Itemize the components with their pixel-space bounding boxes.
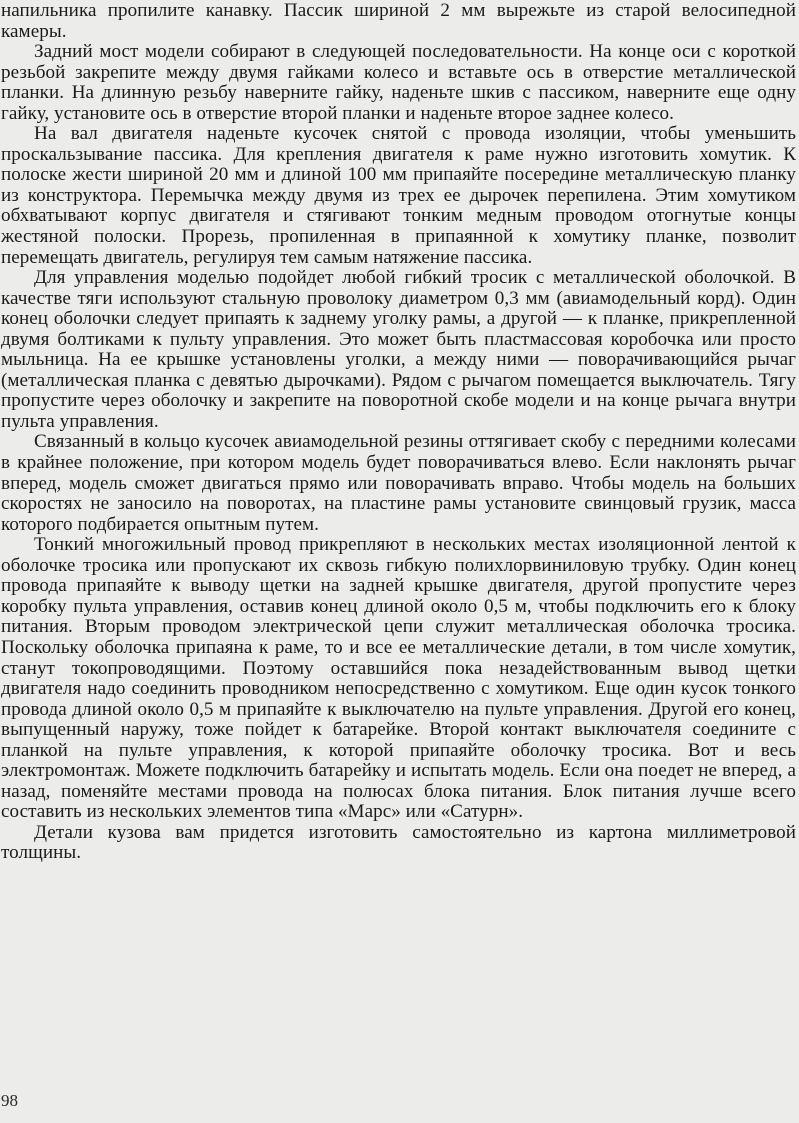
page-number: 98 [1,1091,18,1110]
paragraph: Тонкий многожильный провод прикрепляют в нескольких местах изоляционной лентой к оболочке тросика или пропускают их сквозь гибкую полихлорвиниловую трубку. Один конец провода припаяйте к выводу щетки на задней крышке двигателя, другой пропустите через коробку пульта управления, оставив конец длиной около 0,5 м, чтобы подключить его к блоку питания. Вторым проводом электрической цепи служит металлическая оболочка тросика. Поскольку оболочка припаяна к раме, то и все ее металлические детали, в том числе хомутик, станут токопроводящими. Поэтому оставшийся пока незадействованным вывод щетки двигателя надо соединить проводником непосредственно с хомутиком. Еще один кусок тонкого провода длиной около 0,5 м припаяйте к выключателю на пульте управления. Другой его конец, выпущенный наружу, тоже пойдет к батарейке. Второй контакт выключателя соедините с планкой на пульте управления, к которой припаяйте оболочку тросика. Вот и весь электромонтаж. Можете подключить батарейку и испытать модель. Если она поедет не вперед, а назад, поменяйте местами провода на полюсах блока питания. Блок питания лучше всего составить из нескольких элементов типа «Марс» или «Сатурн». [1,534,796,823]
paragraph: Задний мост модели собирают в следующей последовательности. На конце оси с короткой резьбой закрепите между двумя гайками колесо и вставьте ось в отверстие металлической планки. На длинную резьбу наверните гайку, наденьте шкив с пассиком, наверните еще одну гайку, установите ось в отверстие второй планки и наденьте второе заднее колесо. [1,41,796,124]
paragraph: Детали кузова вам придется изготовить самостоятельно из картона миллиметровой толщины. [1,821,796,864]
paragraph: Связанный в кольцо кусочек авиамодельной резины оттягивает скобу с передними колесами в крайнее положение, при котором модель будет поворачиваться влево. Если наклонять рычаг вперед, модель сможет двигаться прямо или поворачивать вправо. Чтобы модель на больших скоростях не заносило на поворотах, на пластине рамы установите свинцовый грузик, масса которого подбирается опытным путем. [1,431,796,535]
paragraph: напильника пропилите канавку. Пассик шириной 2 мм вырежьте из старой велосипедной камеры. [1,0,796,42]
body-text [1,1,796,864]
paragraph: Для управления моделью подойдет любой гибкий тросик с металлической оболочкой. В качестве тяги используют стальную проволоку диаметром 0,3 мм (авиамодельный корд). Один конец оболочки следует припаять к заднему уголку рамы, а другой — к планке, прикрепленной двумя болтиками к пульту управления. Это может быть пластмассовая коробочка или просто мыльница. На ее крышке установлены уголки, а между ними — поворачивающийся рычаг (металлическая планка с девятью дырочками). Рядом с рычагом помещается выключатель. Тягу пропустите через оболочку и закрепите на поворотной скобе модели и на конце рычага внутри пульта управления. [1,267,796,432]
paragraph: На вал двигателя наденьте кусочек снятой с провода изоляции, чтобы уменьшить проскальзывание пассика. Для крепления двигателя к раме нужно изготовить хомутик. К полоске жести шириной 20 мм и длиной 100 мм припаяйте посередине металлическую планку из конструктора. Перемычка между двумя из трех ее дырочек перепилена. Этим хомутиком обхватывают корпус двигателя и стягивают тонким медным проводом отогнутые концы жестяной полоски. Прорезь, пропиленная в припаянной к хомутику планке, позволит перемещать двигатель, регулируя тем самым натяжение пассика. [1,123,796,268]
